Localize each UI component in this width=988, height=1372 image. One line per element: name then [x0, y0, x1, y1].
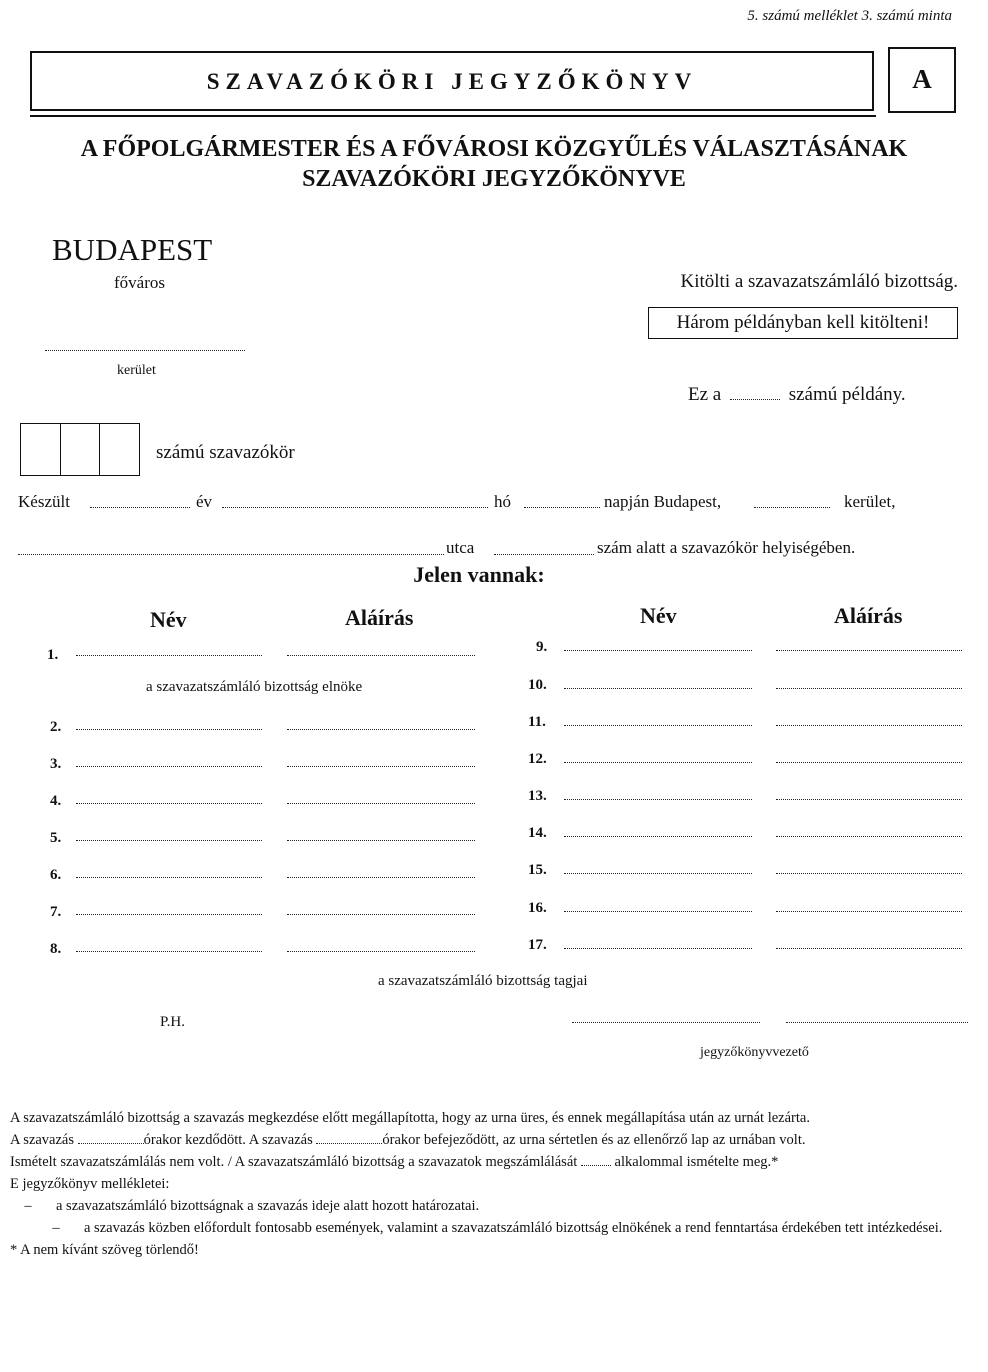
voting-times-paragraph	[10, 1129, 962, 1151]
attendee-signature-field[interactable]	[776, 911, 962, 912]
attendee-number: 11.	[528, 714, 546, 730]
attendee-signature-field[interactable]	[776, 836, 962, 837]
attendee-number: 8.	[50, 941, 62, 957]
attendee-name-field[interactable]	[76, 951, 262, 952]
attendee-signature-field[interactable]	[287, 766, 475, 767]
year-label: év	[196, 492, 213, 511]
voting-start-label: A szavazás	[10, 1132, 75, 1148]
annex-note: 5. számú melléklet 3. számú minta	[747, 8, 952, 24]
attendee-number: 17.	[528, 937, 547, 953]
attendee-name-field[interactable]	[564, 873, 752, 874]
right-signature-header: Aláírás	[834, 603, 903, 628]
copy-label-prefix: Ez a	[688, 384, 722, 405]
attendee-signature-field[interactable]	[776, 725, 962, 726]
attendee-number: 6.	[50, 867, 62, 883]
form-letter-box: A	[888, 47, 956, 113]
left-signature-header: Aláírás	[345, 605, 414, 630]
attendee-number: 9.	[536, 639, 548, 655]
attendee-signature-field[interactable]	[287, 840, 475, 841]
copy-label-suffix: számú példány.	[788, 384, 906, 405]
year-field[interactable]	[90, 507, 190, 508]
attendee-name-field[interactable]	[76, 914, 262, 915]
attendee-name-field[interactable]	[76, 840, 262, 841]
subtitle-line-2: SZAVAZÓKÖRI JEGYZŐKÖNYVE	[302, 166, 686, 192]
left-name-header: Név	[150, 607, 187, 632]
filled-by-note: Kitölti a szavazatszámláló bizottság.	[680, 271, 958, 292]
attendee-number: 1.	[47, 647, 59, 663]
recorder-name-field[interactable]	[572, 1022, 760, 1023]
district-field[interactable]	[45, 350, 245, 351]
attendee-name-field[interactable]	[76, 766, 262, 767]
attendee-signature-field[interactable]	[776, 650, 962, 651]
precinct-label: számú szavazókör	[156, 442, 295, 463]
copies-notice: Három példányban kell kitölteni!	[648, 307, 958, 339]
house-number-label: szám alatt a szavazókör helyiségében.	[597, 538, 856, 557]
urn-sealed-paragraph: A szavazatszámláló bizottság a szavazás megkezdése előtt megállapította, hogy az urna üres, és ennek megállapítása után az urnát lezárta.	[10, 1110, 810, 1126]
day-field[interactable]	[524, 507, 600, 508]
attendee-name-field[interactable]	[564, 762, 752, 763]
recount-paragraph	[10, 1151, 962, 1173]
made-district-label: kerület,	[844, 492, 896, 511]
attendee-signature-field[interactable]	[287, 914, 475, 915]
annex-item-1-text: a szavazatszámláló bizottságnak a szavazás ideje alatt hozott határozatai.	[56, 1198, 480, 1214]
attendee-name-field[interactable]	[564, 836, 752, 837]
attendee-signature-field[interactable]	[287, 655, 475, 656]
annex-item-2: – a szavazás közben előfordult fontosabb események, valamint a szavazatszámláló bizottság elnökének a rend fenntartása érdekében tett intézkedései.	[52, 1220, 943, 1236]
day-label: napján Budapest,	[604, 492, 722, 511]
made-label: Készült	[18, 492, 70, 511]
attendee-number: 5.	[50, 830, 62, 846]
start-time-field[interactable]	[78, 1143, 144, 1144]
attendee-number: 16.	[528, 900, 547, 916]
attendee-name-field[interactable]	[564, 650, 752, 651]
annex-item-1: – a szavazatszámláló bizottságnak a szavazás ideje alatt hozott határozatai.	[24, 1198, 480, 1214]
attendee-number: 2.	[50, 719, 62, 735]
street-field[interactable]	[18, 554, 444, 555]
house-number-field[interactable]	[494, 554, 594, 555]
recount-count-field[interactable]	[581, 1165, 611, 1166]
attendee-signature-field[interactable]	[776, 948, 962, 949]
attendee-name-field[interactable]	[564, 911, 752, 912]
title-underline	[30, 115, 876, 117]
attendee-number: 14.	[528, 825, 547, 841]
footnote: * A nem kívánt szöveg törlendő!	[10, 1242, 199, 1258]
attendee-name-field[interactable]	[564, 799, 752, 800]
attendee-number: 10.	[528, 677, 547, 693]
recount-text: Ismételt szavazatszámlálás nem volt. / A szavazatszámláló bizottság a szavazatok megszámlálását	[10, 1154, 578, 1170]
attendees-title: Jelen vannak:	[413, 562, 545, 587]
month-label: hó	[494, 492, 511, 511]
stamp-label: P.H.	[160, 1014, 186, 1030]
attendee-signature-field[interactable]	[287, 877, 475, 878]
attendee-name-field[interactable]	[76, 877, 262, 878]
attendee-number: 13.	[528, 788, 547, 804]
made-district-field[interactable]	[754, 507, 830, 508]
members-caption: a szavazatszámláló bizottság tagjai	[378, 973, 588, 989]
recorder-signature-field[interactable]	[786, 1022, 968, 1023]
chair-caption: a szavazatszámláló bizottság elnöke	[146, 679, 363, 695]
attendee-signature-field[interactable]	[776, 762, 962, 763]
copy-number-field[interactable]	[730, 399, 780, 400]
recorder-caption: jegyzőkönyvvezető	[700, 1045, 809, 1060]
copy-number-line	[688, 384, 906, 406]
attendee-signature-field[interactable]	[776, 873, 962, 874]
attendee-number: 3.	[50, 756, 62, 772]
attendee-name-field[interactable]	[564, 948, 752, 949]
attendee-name-field[interactable]	[76, 729, 262, 730]
attendee-signature-field[interactable]	[776, 799, 962, 800]
precinct-number-boxes[interactable]	[20, 423, 140, 476]
attendee-name-field[interactable]	[76, 655, 262, 656]
subtitle-line-1: A FŐPOLGÁRMESTER ÉS A FŐVÁROSI KÖZGYŰLÉS VÁLASZTÁSÁNAK	[80, 136, 908, 162]
attendee-signature-field[interactable]	[776, 688, 962, 689]
voting-end-suffix: órakor befejeződött, az urna sértetlen és az ellenőrző lap az urnában volt.	[382, 1132, 806, 1148]
city-caption: főváros	[114, 273, 165, 292]
attendee-signature-field[interactable]	[287, 729, 475, 730]
attendee-signature-field[interactable]	[287, 951, 475, 952]
district-caption: kerület	[117, 363, 156, 378]
annex-item-2-text: a szavazás közben előfordult fontosabb események, valamint a szavazatszámláló bizottság elnökének a rend fenntartása érdekében tett intézkedései.	[84, 1220, 943, 1236]
voting-end-label: órakor kezdődött. A szavazás	[143, 1132, 313, 1148]
right-name-header: Név	[640, 603, 677, 628]
body-text	[10, 1107, 962, 1261]
end-time-field[interactable]	[316, 1143, 382, 1144]
attendee-name-field[interactable]	[564, 725, 752, 726]
document-title: SZAVAZÓKÖRI JEGYZŐKÖNYV	[206, 69, 698, 94]
street-label: utca	[446, 538, 475, 557]
attendee-number: 12.	[528, 751, 547, 767]
attendee-number: 7.	[50, 904, 62, 920]
title-box	[30, 51, 874, 111]
attendee-name-field[interactable]	[564, 688, 752, 689]
month-field[interactable]	[222, 507, 488, 508]
annexes-title: E jegyzőkönyv mellékletei:	[10, 1176, 170, 1192]
attendee-name-field[interactable]	[76, 803, 262, 804]
attendee-signature-field[interactable]	[287, 803, 475, 804]
attendee-number: 4.	[50, 793, 62, 809]
city-name: BUDAPEST	[52, 232, 213, 267]
recount-suffix: alkalommal ismételte meg.*	[614, 1154, 779, 1170]
attendee-number: 15.	[528, 862, 547, 878]
